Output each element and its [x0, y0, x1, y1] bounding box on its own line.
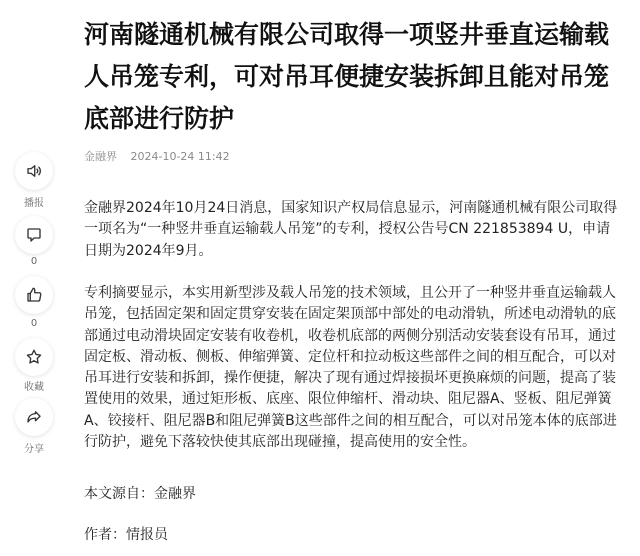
- article-paragraph-2: 专利摘要显示，本实用新型涉及载人吊笼的技术领域，且公开了一种竖井垂直运输载人吊笼，包括固定架和固定贯穿安装在固定架顶部中部处的电动滑轨，所述电动滑轨的底部通过电动滑块固定安装有收卷机，收卷机底部的两侧分别活动安装套设有吊耳，通过固定板、滑动板、侧板、伸缩弹簧、定位杆和拉动板这些部件之间的相互配合，可以对吊耳进行安装和拆卸，操作便捷，解决了现有通过焊接损坏更换麻烦的问题，提高了装置使用的效果，通过矩形板、底座、限位伸缩杆、滑动块、阻尼器A、竖板、阻尼弹簧A、铰接杆、阻尼器B和阻尼弹簧B这些部件之间的相互配合，可以对吊笼本体的底部进行防护，避免下落较快使其底部出现碰撞，提高使用的安全性。: [84, 285, 617, 451]
- favorite-label: 收藏: [24, 382, 44, 393]
- like-button[interactable]: [15, 276, 53, 314]
- broadcast-label: 播报: [24, 198, 44, 209]
- like-count: 0: [30, 318, 38, 329]
- article-author: 作者：情报员: [84, 527, 168, 543]
- favorite-button[interactable]: [15, 338, 53, 376]
- comment-icon: [25, 226, 43, 244]
- article-paragraph-1: 金融界2024年10月24日消息，国家知识产权局信息显示，河南隧通机械有限公司取得一项名为“一种竖井垂直运输载人吊笼”的专利，授权公告号CN 221853894 U，申请日期为2024年9月。: [84, 200, 618, 259]
- comment-button[interactable]: [15, 216, 53, 254]
- article-source[interactable]: 金融界: [84, 150, 117, 163]
- share-icon: [25, 408, 43, 426]
- speaker-icon: [25, 162, 43, 180]
- share-button[interactable]: [15, 398, 53, 436]
- thumbs-up-icon: [25, 286, 43, 304]
- article-title: 河南隧通机械有限公司取得一项竖井垂直运输载人吊笼专利，可对吊耳便捷安装拆卸且能对吊笼底部进行防护: [84, 20, 610, 133]
- article-meta: [84, 148, 230, 164]
- article-source-note: 本文源自：金融界: [84, 486, 196, 502]
- article-timestamp: 2024-10-24 11:42: [130, 150, 230, 163]
- share-label: 分享: [24, 444, 44, 455]
- star-icon: [25, 348, 43, 366]
- broadcast-button[interactable]: [15, 152, 53, 190]
- comment-count: 0: [30, 256, 38, 267]
